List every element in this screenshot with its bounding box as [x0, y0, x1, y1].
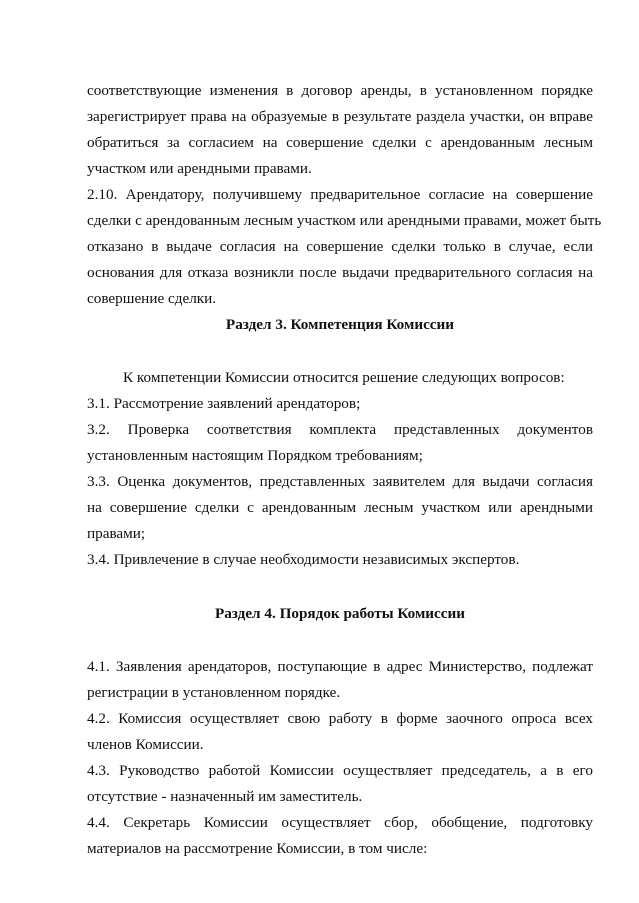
text-line: 2.10. Арендатору, получившему предварительное согласие на совершение: [87, 186, 593, 203]
list-item: 3.3. Оценка документов, представленных заявителем для выдачи согласия: [87, 473, 593, 490]
text-line: участком или арендными правами.: [87, 160, 312, 177]
list-item: 4.1. Заявления арендаторов, поступающие в адрес Министерство, подлежат: [87, 658, 593, 675]
list-item-continuation: на совершение сделки с арендованным лесным участком или арендными: [87, 499, 593, 516]
text-line: обратиться за согласием на совершение сделки с арендованным лесным: [87, 134, 593, 151]
text-line: сделки с арендованным лесным участком или арендными правами, может быть: [87, 212, 602, 229]
list-item: 3.2. Проверка соответствия комплекта представленных документов: [87, 421, 593, 438]
list-item-continuation: регистрации в установленном порядке.: [87, 684, 341, 701]
section-intro: К компетенции Комиссии относится решение следующих вопросов:: [123, 369, 565, 386]
section-heading: Раздел 3. Компетенция Комиссии: [225, 316, 455, 333]
list-item: 4.4. Секретарь Комиссии осуществляет сбор, обобщение, подготовку: [87, 814, 593, 831]
text-line: зарегистрирует права на образуемые в результате раздела участки, он вправе: [87, 108, 593, 125]
text-line: совершение сделки.: [87, 290, 217, 307]
list-item-continuation: членов Комиссии.: [87, 736, 204, 753]
section-heading: Раздел 4. Порядок работы Комиссии: [214, 605, 466, 622]
text-line: соответствующие изменения в договор аренды, в установленном порядке: [87, 82, 593, 99]
list-item: 4.2. Комиссия осуществляет свою работу в форме заочного опроса всех: [87, 710, 593, 727]
list-item: 3.4. Привлечение в случае необходимости независимых экспертов.: [87, 551, 520, 568]
list-item: 3.1. Рассмотрение заявлений арендаторов;: [87, 395, 361, 412]
list-item-continuation: установленным настоящим Порядком требованиям;: [87, 447, 423, 464]
list-item-continuation: отсутствие - назначенный им заместитель.: [87, 788, 363, 805]
text-line: отказано в выдаче согласия на совершение сделки только в случае, если: [87, 238, 593, 255]
list-item: 4.3. Руководство работой Комиссии осуществляет председатель, а в его: [87, 762, 593, 779]
text-line: основания для отказа возникли после выдачи предварительного согласия на: [87, 264, 593, 281]
list-item-continuation: материалов на рассмотрение Комиссии, в том числе:: [87, 840, 428, 857]
list-item-continuation: правами;: [87, 525, 146, 542]
